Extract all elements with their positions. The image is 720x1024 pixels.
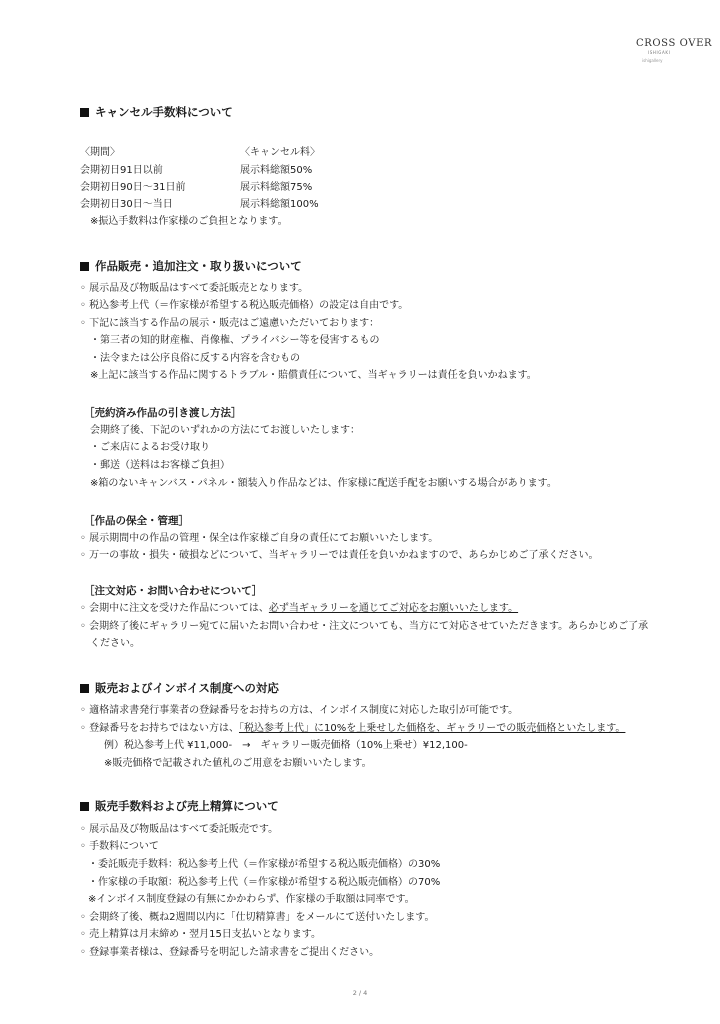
orders-heading: ［注文対応・お問い合わせについて］ <box>84 585 263 597</box>
invoice-line <box>80 722 625 736</box>
cancel-row-fee: 展示料総額75% <box>240 182 313 193</box>
commission-line: ◦ 登録事業者様は、登録番号を明記した請求書をご提出ください。 <box>80 947 380 958</box>
invoice-line: ◦ 適格請求書発行事業者の登録番号をお持ちの方は、インボイス制度に対応した取引が可能です。 <box>80 705 519 716</box>
square-bullet-icon <box>80 108 89 117</box>
sales-line: ◦ 展示品及び物販品はすべて委託販売となります。 <box>80 283 309 294</box>
commission-line: ※インボイス制度登録の有無にかかわらず、作家様の手取額は同率です。 <box>88 894 415 905</box>
commission-line: ◦ 会期終了後、概ね2週間以内に「仕切精算書」をメールにて送付いたします。 <box>80 912 435 923</box>
care-line: ◦ 展示期間中の作品の管理・保全は作家様ご自身の責任にてお願いいたします。 <box>80 533 439 544</box>
commission-line: ◦ 売上精算は月末締め・翌月15日支払いとなります。 <box>80 929 322 940</box>
orders-line-underlined: 必ず当ギャラリーを通じてご対応をお願いいたします。 <box>268 603 519 614</box>
sales-heading <box>80 258 302 274</box>
cancel-row-period: 会期初日30日〜当日 <box>80 199 173 210</box>
care-heading: ［作品の保全・管理］ <box>84 515 189 527</box>
orders-line: ください。 <box>90 638 140 649</box>
cancel-col-period: 〈期間〉 <box>80 147 120 158</box>
commission-heading-text: 販売手数料および売上精算について <box>95 799 279 813</box>
sales-line: ・第三者の知的財産権、肖像権、プライバシー等を侵害するもの <box>90 335 380 346</box>
sales-line: ※上記に該当する作品に関するトラブル・賠償責任について、当ギャラリーは責任を負いかねます。 <box>90 370 537 381</box>
cancel-row-fee: 展示料総額50% <box>240 165 313 176</box>
commission-line: ・作家様の手取額：税込参考上代（＝作家様が希望する税込販売価格）の70% <box>88 877 441 888</box>
sales-line: ・法令または公序良俗に反する内容を含むもの <box>90 353 300 364</box>
commission-line: ◦ 手数料について <box>80 841 159 852</box>
logo-sub2-text: ishigallery <box>642 58 663 63</box>
delivery-heading: ［売約済み作品の引き渡し方法］ <box>84 407 242 419</box>
page-number: 2 / 4 <box>352 989 368 997</box>
cancel-heading <box>80 104 233 120</box>
logo-main-text: CROSS OVER <box>636 38 713 49</box>
invoice-example: 例）税込参考上代 ¥11,000- → ギャラリー販売価格（10%上乗せ）¥12,100- <box>104 740 468 751</box>
sales-line: ◦ 税込参考上代（＝作家様が希望する税込販売価格）の設定は自由です。 <box>80 300 409 311</box>
commission-line: ◦ 展示品及び物販品はすべて委託販売です。 <box>80 824 279 835</box>
orders-line-text: ◦ 会期中に注文を受けた作品については、 <box>80 603 269 614</box>
square-bullet-icon <box>80 802 89 811</box>
invoice-heading <box>80 680 279 696</box>
brand-logo <box>636 38 713 66</box>
sales-line: ◦ 下記に該当する作品の展示・販売はご遠慮いただいております： <box>80 318 380 329</box>
cancel-row-period: 会期初日91日以前 <box>80 165 163 176</box>
delivery-line: ・ご来店によるお受け取り <box>90 442 210 453</box>
delivery-line: ※箱のないキャンバス・パネル・額装入り作品などは、作家様に配送手配をお願いする場合があります。 <box>90 478 557 489</box>
logo-sub-text: ISHIGAKI <box>648 50 671 55</box>
cancel-row-period: 会期初日90日〜31日前 <box>80 182 186 193</box>
invoice-line-text: ◦ 登録番号をお持ちではない方は、 <box>80 723 239 734</box>
cancel-row-fee: 展示料総額100% <box>240 199 319 210</box>
cancel-col-fee: 〈キャンセル料〉 <box>240 147 320 158</box>
care-line: ◦ 万一の事故・損失・破損などについて、当ギャラリーでは責任を負いかねますので、あらかじめご了承ください。 <box>80 550 599 561</box>
commission-heading <box>80 798 279 814</box>
square-bullet-icon <box>80 262 89 271</box>
delivery-line: ・郵送（送料はお客様ご負担） <box>90 460 230 471</box>
commission-line: ・委託販売手数料：税込参考上代（＝作家様が希望する税込販売価格）の30% <box>88 859 441 870</box>
delivery-line: 会期終了後、下記のいずれかの方法にてお渡しいたします： <box>90 425 360 436</box>
invoice-line-underlined: 「税込参考上代」に10%を上乗せした価格を、ギャラリーでの販売価格といたします。 <box>238 723 626 734</box>
cancel-heading-text: キャンセル手数料について <box>95 105 233 119</box>
sales-heading-text: 作品販売・追加注文・取り扱いについて <box>95 259 302 273</box>
square-bullet-icon <box>80 684 89 693</box>
orders-line <box>80 602 518 616</box>
cancel-note: ※振込手数料は作家様のご負担となります。 <box>90 216 288 227</box>
invoice-note: ※販売価格で記載された値札のご用意をお願いいたします。 <box>104 758 372 769</box>
orders-line: ◦ 会期終了後にギャラリー宛てに届いたお問い合わせ・注文についても、当方にて対応させていただきます。あらかじめご了承 <box>80 621 649 632</box>
invoice-heading-text: 販売およびインボイス制度への対応 <box>95 681 279 695</box>
